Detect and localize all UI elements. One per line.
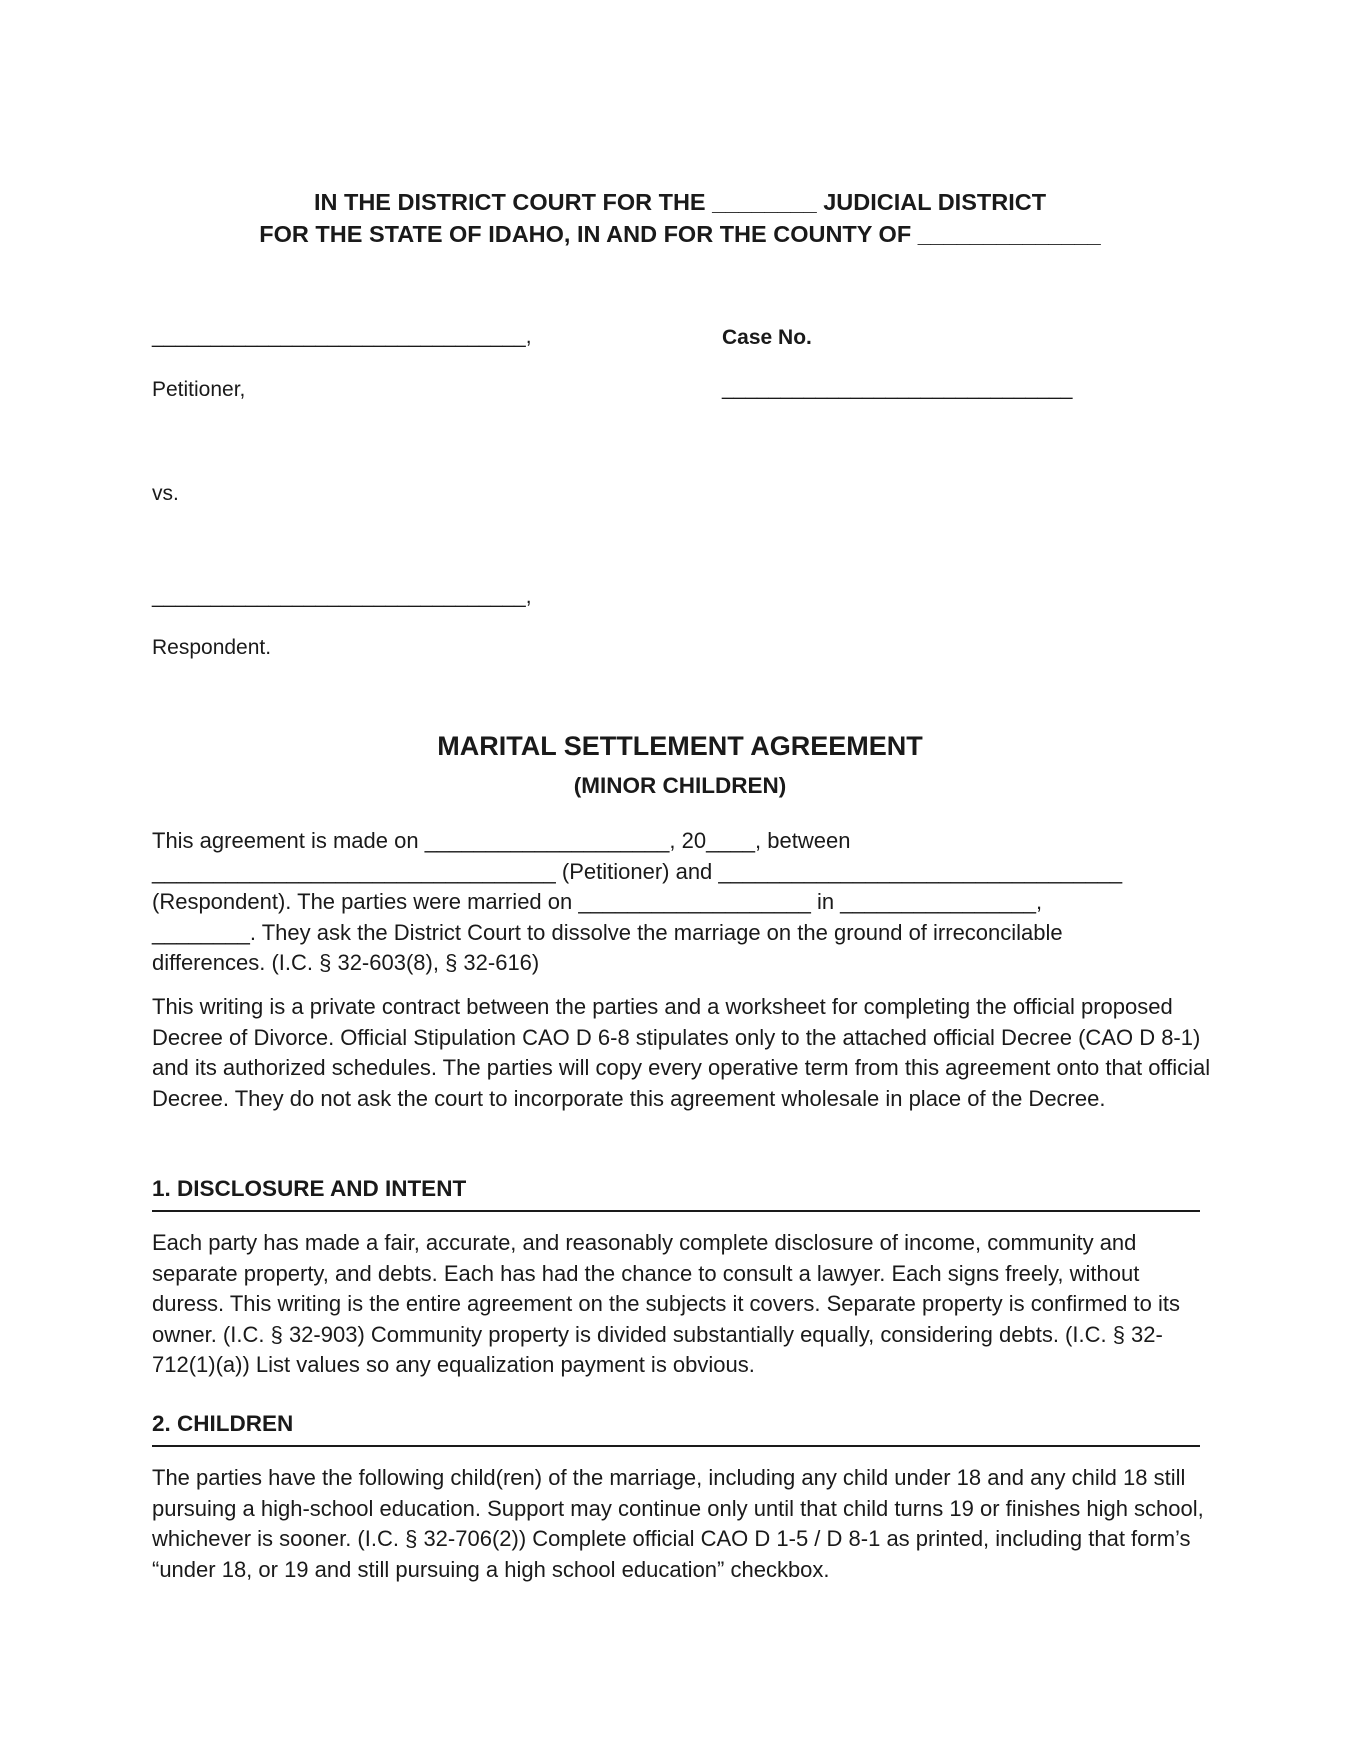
intro-line: differences. (I.C. § 32-603(8), § 32-616) xyxy=(152,950,540,976)
intro-paragraph xyxy=(152,826,1212,979)
vs-label: vs. xyxy=(152,482,179,505)
section-body-children: The parties have the following child(ren) of the marriage, including any child under 18 and any child 18 still pursuing a high-school education. Support may continue only until that child turns 19 or finishes high school, whichever is sooner. (I.C. § 32-706(2)) Complete official CAO D 1-5 / D 8-1 as printed, including that form’s “under 18, or 19 and still pursuing a high school education” checkbox. xyxy=(152,1465,1204,1582)
section-heading-children: 2. CHILDREN xyxy=(152,1411,1200,1447)
private-contract-paragraph: This writing is a private contract between the parties and a worksheet for completing the official proposed Decree of Divorce. Official Stipulation CAO D 6-8 stipulates only to the attached official Decree (CAO D 8-1) and its authorized schedules. The parties will copy every operative term from this agreement onto that official Decree. They do not ask the court to incorporate this agreement wholesale in place of the Decree. xyxy=(152,994,1211,1111)
document-subtitle: (MINOR CHILDREN) xyxy=(573,773,787,798)
court-header-line-1: IN THE DISTRICT COURT FOR THE ________ JUDICIAL DISTRICT xyxy=(313,189,1047,215)
section-body-disclosure: Each party has made a fair, accurate, and reasonably complete disclosure of income, community and separate property, and debts. Each has had the chance to consult a lawyer. Each signs freely, without duress. This writing is the entire agreement on the subjects it covers. Separate property is confirmed to its owner. (I.C. § 32-903) Community property is divided substantially equally, considering debts. (I.C. § 32-712(1)(a)) List values so any equalization payment is obvious. xyxy=(152,1230,1180,1378)
respondent-label: Respondent. xyxy=(152,636,272,659)
case-number-label: Case No. xyxy=(722,326,812,349)
intro-line: _________________________________ (Petitioner) and _________________________________ xyxy=(152,858,1123,884)
petitioner-name-blank[interactable]: ________________________________, xyxy=(152,325,532,348)
intro-line: This agreement is made on ____________________, 20____, between xyxy=(152,828,851,853)
intro-line: ________. They ask the District Court to dissolve the marriage on the ground of irreconcilable xyxy=(152,919,1063,945)
intro-line: (Respondent). The parties were married on ___________________ in ________________, xyxy=(152,889,1043,915)
case-number-blank[interactable]: ______________________________ xyxy=(722,377,1073,400)
document-title: MARITAL SETTLEMENT AGREEMENT xyxy=(437,731,923,761)
section-heading-disclosure: 1. DISCLOSURE AND INTENT xyxy=(152,1176,1200,1212)
petitioner-label: Petitioner, xyxy=(152,378,246,401)
respondent-name-blank[interactable]: ________________________________, xyxy=(152,585,532,608)
court-header-line-2: FOR THE STATE OF IDAHO, IN AND FOR THE COUNTY OF ______________ xyxy=(259,221,1101,247)
